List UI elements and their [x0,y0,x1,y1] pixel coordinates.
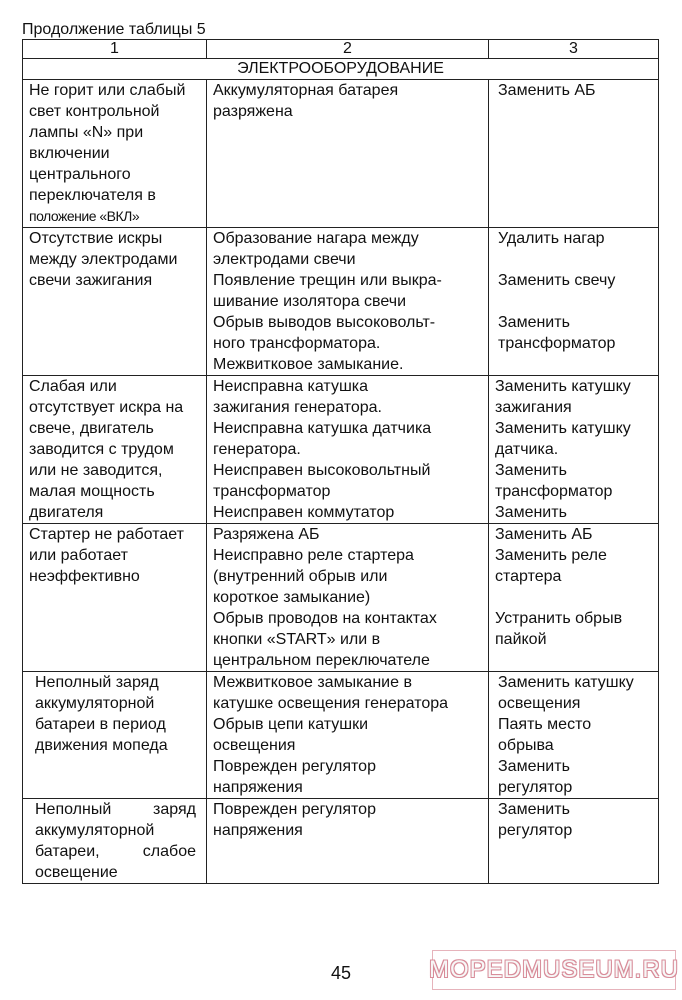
fault-cell: Отсутствие искры между электродами свечи зажигания [23,228,207,376]
fix-cell: Удалить нагар Заменить свечу Заменить трансформатор [489,228,659,376]
cause-cell: Поврежден регулятор напряжения [207,799,489,884]
fault-line: батареи, слабое [35,843,196,860]
page-number: 45 [330,963,352,983]
fix-cell: Заменить катушку зажигания Заменить катушку датчика. Заменить трансформатор Заменить [489,376,659,524]
fix-cell: Заменить АБ Заменить реле стартера Устранить обрыв пайкой [489,524,659,672]
table-caption: Продолжение таблицы 5 [22,21,206,38]
fault-text-small: положение «ВКЛ» [29,208,140,224]
table-row [23,524,659,672]
fault-cell: Слабая или отсутствует искра на свече, двигатель заводится с трудом или не заводится, малая мощность двигателя [23,376,207,524]
column-header-3: 3 [489,40,659,59]
watermark-logo: MOPEDMUSEUM.RU [432,950,676,990]
fault-line: Неполный заряд [35,801,196,818]
cause-cell: Неисправна катушка зажигания генератора. Неисправна катушка датчика генератора. Неисправен высоковольтный трансформатор Неисправен коммутатор [207,376,489,524]
fault-cell [23,799,207,884]
fault-cell: Неполный заряд аккумуляторной батареи в период движения мопеда [23,672,207,799]
column-header-2: 2 [207,40,489,59]
table-row [23,799,659,884]
cause-cell: Разряжена АБ Неисправно реле стартера (внутренний обрыв или короткое замыкание) Обрыв проводов на контактах кнопки «START» или в центральном переключателе [207,524,489,672]
fault-cell [23,80,207,228]
table-row [23,228,659,376]
cause-cell: Межвитковое замыкание в катушке освещения генератора Обрыв цепи катушки освещения Поврежден регулятор напряжения [207,672,489,799]
fault-table [22,39,659,884]
fix-cell: Заменить катушку освещения Паять место обрыва Заменить регулятор [489,672,659,799]
cause-cell: Образование нагара между электродами свечи Появление трещин или выкра- шивание изолятора свечи Обрыв выводов высоковольт- ного трансформатора. Межвитковое замыкание. [207,228,489,376]
section-row [23,59,659,80]
table-row [23,672,659,799]
fix-cell: Заменить АБ [489,80,659,228]
column-header-1: 1 [23,40,207,59]
fault-text: Не горит или слабый свет контрольной лампы «N» при включении центрального переключателя в [29,82,186,204]
table-header-row [23,40,659,59]
fix-cell: Заменить регулятор [489,799,659,884]
cause-cell: Аккумуляторная батарея разряжена [207,80,489,228]
table-row [23,80,659,228]
fault-line: аккумуляторной [35,822,155,839]
fault-line: освещение [35,864,118,881]
section-title: ЭЛЕКТРООБОРУДОВАНИЕ [23,59,659,80]
fault-cell: Стартер не работает или работает неэффективно [23,524,207,672]
table-row [23,376,659,524]
